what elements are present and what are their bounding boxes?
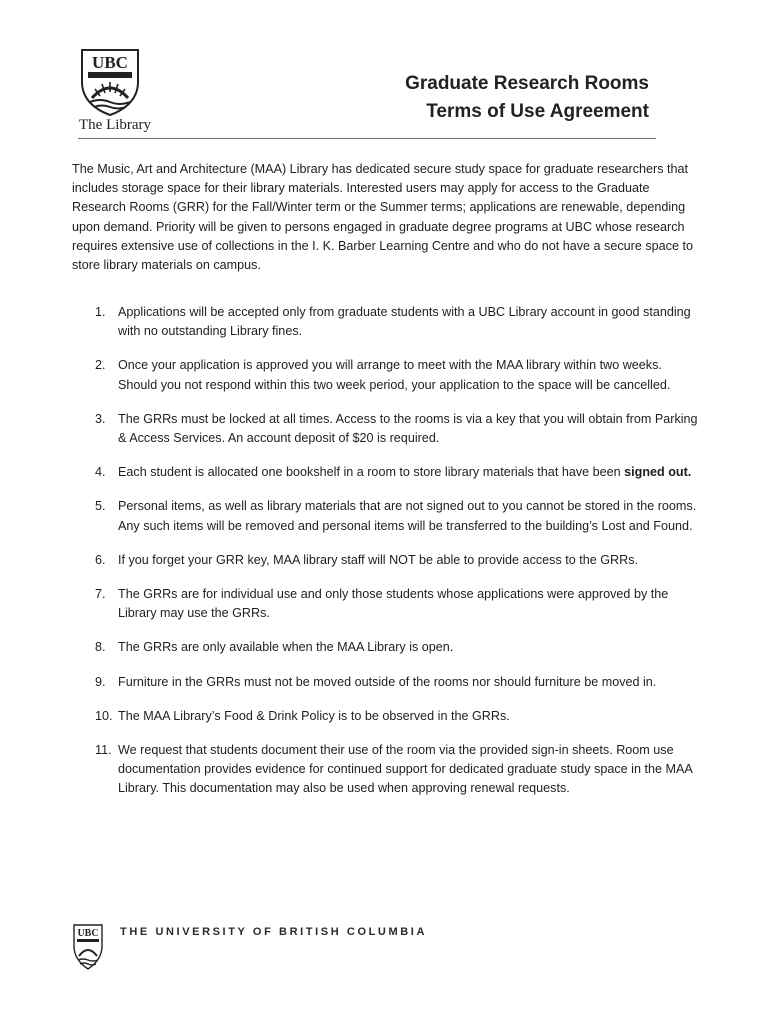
item-text: Once your application is approved you will arrange to meet with the MAA library within two weeks. Should you not respond within this two week period, your application to the space will be cancelled. [118, 358, 671, 392]
list-item [72, 356, 702, 394]
item-text: Applications will be accepted only from graduate students with a UBC Library account in good standing with no outstanding Library fines. [118, 305, 691, 339]
intro-paragraph: The Music, Art and Architecture (MAA) Library has dedicated secure study space for graduate researchers that includes storage space for their library materials. Interested users may apply for access to the Graduate Research Rooms (GRR) for the Fall/Winter term or the Summer terms; applications are renewable, depending upon demand. Priority will be given to persons engaged in graduate degree programs at UBC whose research requires extensive use of collections in the I. K. Barber Learning Centre and who do not have a secure space to store library materials on campus. [72, 162, 693, 273]
item-number: 7. [95, 587, 106, 602]
item-text: The GRRs are for individual use and only those students whose applications were approved by the Library may use the GRRs. [118, 587, 669, 621]
item-number: 9. [95, 674, 106, 689]
list-item [72, 707, 702, 726]
list-item [72, 551, 702, 570]
list-item [72, 303, 702, 341]
ubc-footer-crest [72, 924, 104, 975]
list-item [72, 463, 702, 482]
item-text: If you forget your GRR key, MAA library staff will NOT be able to provide access to the GRRs. [118, 552, 639, 567]
item-text: Furniture in the GRRs must not be moved outside of the rooms nor should furniture be moved in. [118, 674, 657, 689]
logo-text: UBC [92, 53, 128, 72]
title-line-1: Graduate Research Rooms [405, 73, 649, 94]
list-item [72, 638, 702, 657]
item-text: Personal items, as well as library materials that are not signed out to you cannot be stored in the rooms. Any such items will be removed and personal items will be transferred to the building’s Lost and Found. [118, 499, 697, 533]
title-line-2: Terms of Use Agreement [426, 101, 649, 122]
item-text: We request that students document their use of the room via the provided sign-in sheets. Room use documentation provides evidence for continued support for dedicated graduate study space in the MAA Library. This documentation may also be used when approving renewal requests. [118, 743, 693, 796]
item-text: The GRRs are only available when the MAA Library is open. [118, 640, 454, 655]
item-number: 11. [95, 743, 112, 758]
list-item [72, 410, 702, 448]
list-item [72, 673, 702, 692]
ubc-crest-logo [78, 48, 168, 116]
list-item [72, 497, 702, 535]
library-name: The Library [79, 117, 152, 133]
item-number: 6. [95, 552, 106, 567]
item-text-bold: signed out. [624, 465, 692, 480]
header-divider [78, 138, 656, 139]
item-number: 2. [95, 358, 106, 373]
document-title [405, 70, 649, 126]
item-number: 4. [95, 465, 106, 480]
item-text: The GRRs must be locked at all times. Access to the rooms is via a key that you will obtain from Parking & Access Services. An account deposit of $20 is required. [118, 411, 698, 446]
item-text: The MAA Library’s Food & Drink Policy is to be observed in the GRRs. [118, 708, 510, 723]
list-item [72, 741, 702, 799]
item-text: Each student is allocated one bookshelf in a room to store library materials that have been [118, 465, 621, 480]
list-item [72, 585, 702, 623]
item-number: 1. [95, 305, 106, 319]
university-name: THE UNIVERSITY OF BRITISH COLUMBIA [120, 926, 427, 938]
footer-logo-text: UBC [77, 928, 99, 939]
item-number: 8. [95, 640, 106, 655]
terms-list [72, 303, 702, 814]
item-number: 10. [95, 708, 113, 723]
item-text-wrapper [118, 463, 702, 482]
item-number: 5. [95, 499, 106, 514]
item-number: 3. [95, 411, 106, 426]
